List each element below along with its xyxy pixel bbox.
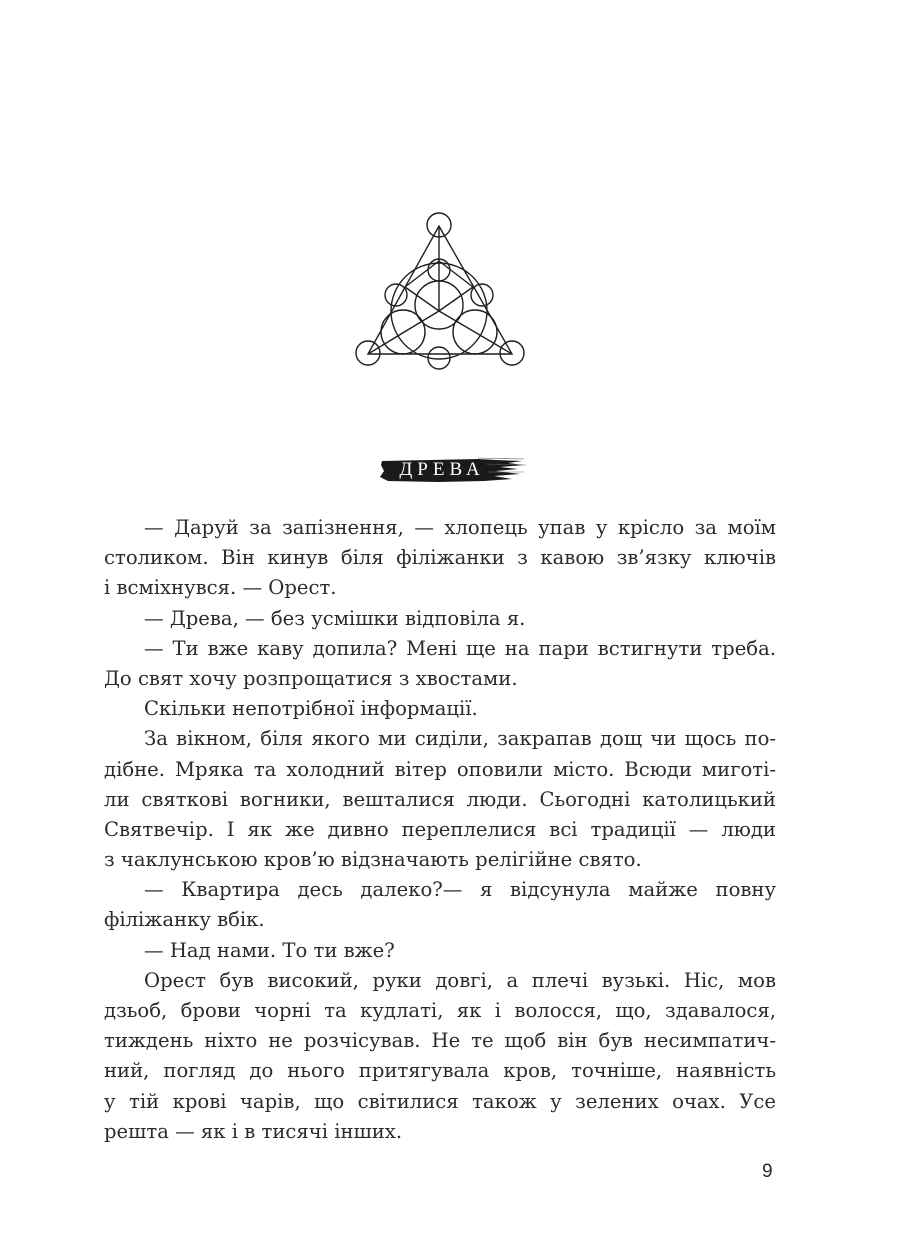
text-line: дзьоб, брови чорні та кудлаті, як і волосся, що, здавалося, bbox=[104, 999, 776, 1022]
text-line: тиждень ніхто не розчісував. Не те щоб він був несимпатич- bbox=[104, 1029, 776, 1053]
text-line: — Ти вже каву допила? Мені ще на пари встигнути треба. bbox=[144, 636, 776, 660]
text-line: дібне. Мряка та холодний вітер оповили місто. Всюди миготі- bbox=[104, 757, 776, 781]
page-number: 9 bbox=[762, 1161, 773, 1182]
text-line: — Даруй за запізнення, — хлопець упав у крісло за моїм bbox=[144, 516, 776, 539]
text-line: столиком. Він кинув біля філіжанки з кавою зв’язку ключів bbox=[104, 546, 776, 570]
text-line: у тій крові чарів, що світилися також у зелених очах. Усе bbox=[104, 1089, 776, 1113]
text-line: Орест був високий, руки довгі, а плечі вузькі. Ніс, мов bbox=[144, 968, 776, 992]
text-line: філіжанку вбік. bbox=[104, 908, 265, 932]
text-line: — Над нами. То ти вже? bbox=[144, 938, 395, 962]
text-line: До свят хочу розпрощатися з хвостами. bbox=[104, 666, 518, 690]
text-line: решта — як і в тисячі інших. bbox=[104, 1119, 403, 1143]
chapter-title: ДРЕВА bbox=[399, 459, 485, 480]
text-line: з чаклунською кров’ю відзначають релігійне свято. bbox=[104, 848, 642, 872]
text-line: Скільки непотрібної інформації. bbox=[144, 697, 478, 721]
text-line: За вікном, біля якого ми сиділи, закрапав дощ чи щось по- bbox=[144, 727, 776, 751]
triangle-circles-emblem-icon bbox=[350, 210, 530, 375]
chapter-body-text bbox=[104, 513, 776, 1147]
text-line: ли святкові вогники, вешталися люди. Сьогодні католицький bbox=[104, 787, 776, 811]
text-line: — Древа, — без усмішки відповіла я. bbox=[144, 606, 526, 630]
text-line: ний, погляд до нього притягувала кров, точніше, наявність bbox=[104, 1059, 776, 1083]
chapter-heading bbox=[378, 455, 526, 485]
text-line: і всміхнувся. — Орест. bbox=[104, 576, 337, 600]
text-line: — Квартира десь далеко?— я відсунула майже повну bbox=[144, 878, 776, 902]
text-line: Святвечір. І як же дивно переплелися всі традиції — люди bbox=[104, 817, 776, 841]
